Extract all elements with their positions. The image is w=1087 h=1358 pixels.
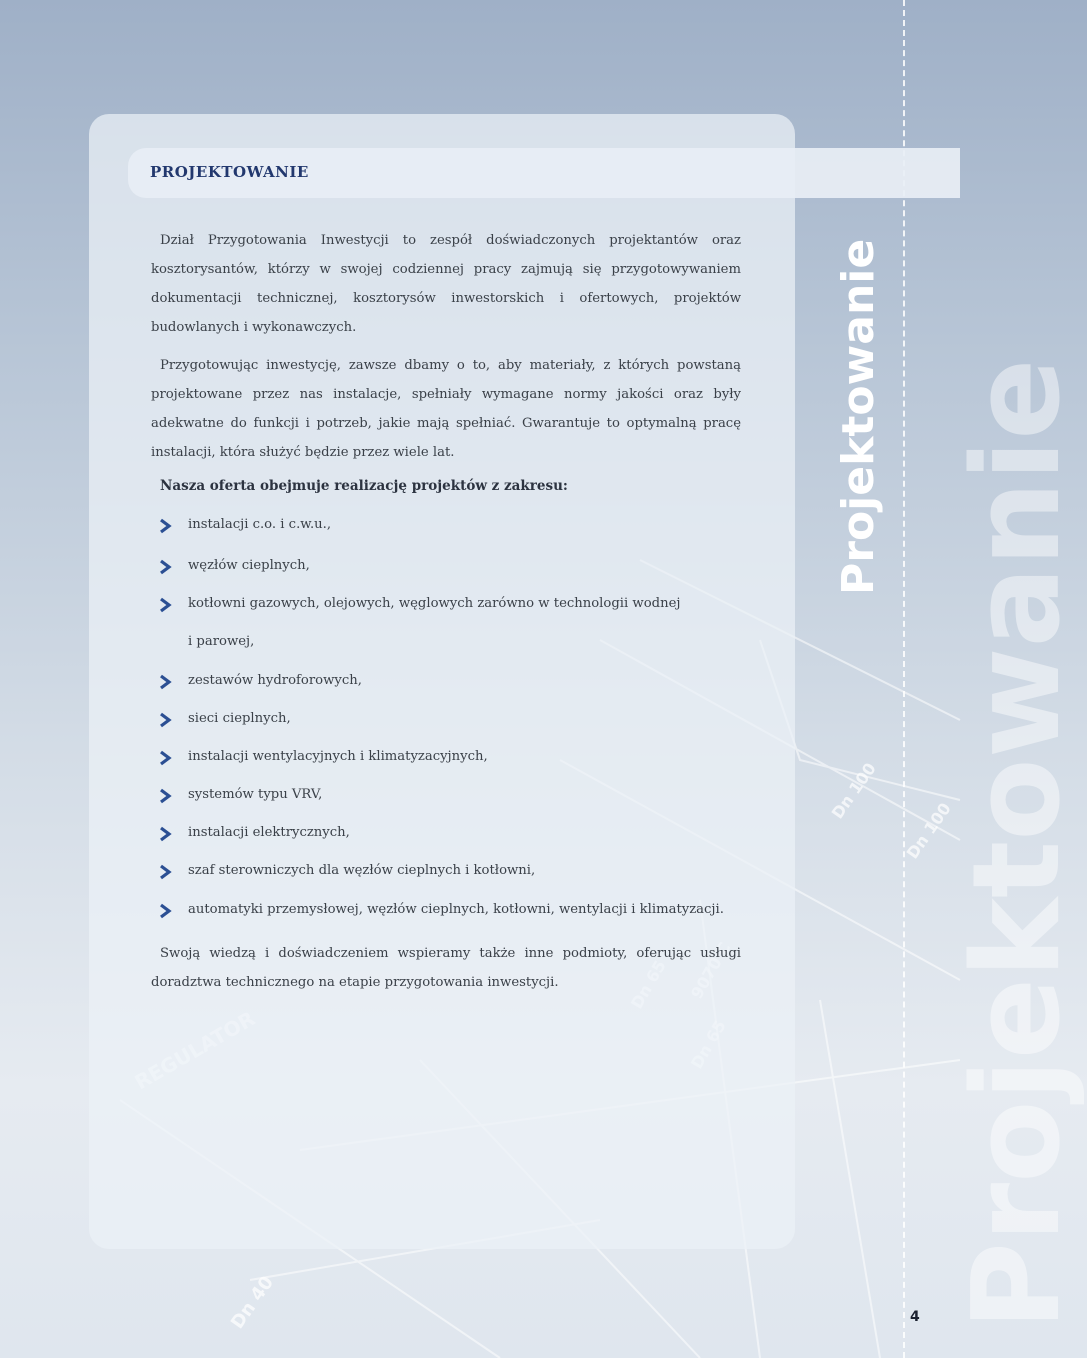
- list-item-label: instalacji wentylacyjnych i klimatyzacyjnych,: [188, 749, 488, 764]
- list-item-label: węzłów cieplnych,: [188, 558, 310, 573]
- chevron-right-icon: [158, 788, 172, 804]
- chevron-right-icon: [158, 518, 172, 534]
- chevron-right-icon: [158, 674, 172, 690]
- side-title: Projektowanie: [833, 238, 884, 595]
- blueprint-label: Dn 100: [827, 759, 880, 823]
- intro-paragraph-text: Dział Przygotowania Inwestycji to zespół doświadczonych projektantów oraz kosztorysantów, którzy w swojej codziennej pracy zajmują się przygotowywaniem dokumentacji technicznej, kosztorysów inwestorskich i ofertowych, projektów budowlanych i wykonawczych.: [151, 233, 741, 335]
- list-item-label: automatyki przemysłowej, węzłów cieplnych, kotłowni, wentylacji i klimatyzacji.: [188, 902, 724, 917]
- page-number: 4: [910, 1309, 920, 1325]
- chevron-right-icon: [158, 864, 172, 880]
- list-item-label: zestawów hydroforowych,: [188, 673, 362, 688]
- chevron-right-icon: [158, 750, 172, 766]
- dashed-edge-line: [903, 0, 905, 1358]
- blueprint-label: Dn 100: [902, 799, 955, 863]
- list-item-label: instalacji elektrycznych,: [188, 825, 350, 840]
- chevron-right-icon: [158, 826, 172, 842]
- chevron-right-icon: [158, 597, 172, 613]
- list-item-label: instalacji c.o. i c.w.u.,: [188, 517, 332, 532]
- closing-paragraph-text: Swoją wiedzą i doświadczeniem wspieramy także inne podmioty, oferując usługi doradztwa technicznego na etapie przygotowania inwestycji.: [151, 946, 741, 990]
- materials-paragraph: [151, 351, 741, 467]
- offer-title: Nasza oferta obejmuje realizację projektów z zakresu:: [160, 478, 568, 494]
- list-item-label: szaf sterowniczych dla węzłów cieplnych i kotłowni,: [188, 863, 536, 878]
- page-title: PROJEKTOWANIE: [150, 163, 309, 181]
- closing-paragraph: [151, 939, 741, 997]
- materials-paragraph-text: Przygotowując inwestycję, zawsze dbamy o to, aby materiały, z których powstaną projektowane przez nas instalacje, spełniały wymagane normy jakości oraz były adekwatne do funkcji i potrzeb, jakie mają spełniać. Gwarantuje to optymalną pracę instalacji, która służyć będzie przez wiele lat.: [151, 358, 741, 460]
- list-item-label: sieci cieplnych,: [188, 711, 291, 726]
- list-item-label: kotłowni gazowych, olejowych, węglowych zarówno w technologii wodnej: [188, 596, 681, 611]
- blueprint-label: Dn 40: [226, 1272, 278, 1333]
- background-title: Projektowanie: [948, 358, 1087, 1330]
- chevron-right-icon: [158, 903, 172, 919]
- list-item-label: systemów typu VRV,: [188, 787, 323, 802]
- intro-paragraph: [151, 226, 741, 342]
- chevron-right-icon: [158, 559, 172, 575]
- chevron-right-icon: [158, 712, 172, 728]
- list-item-label: i parowej,: [188, 634, 255, 649]
